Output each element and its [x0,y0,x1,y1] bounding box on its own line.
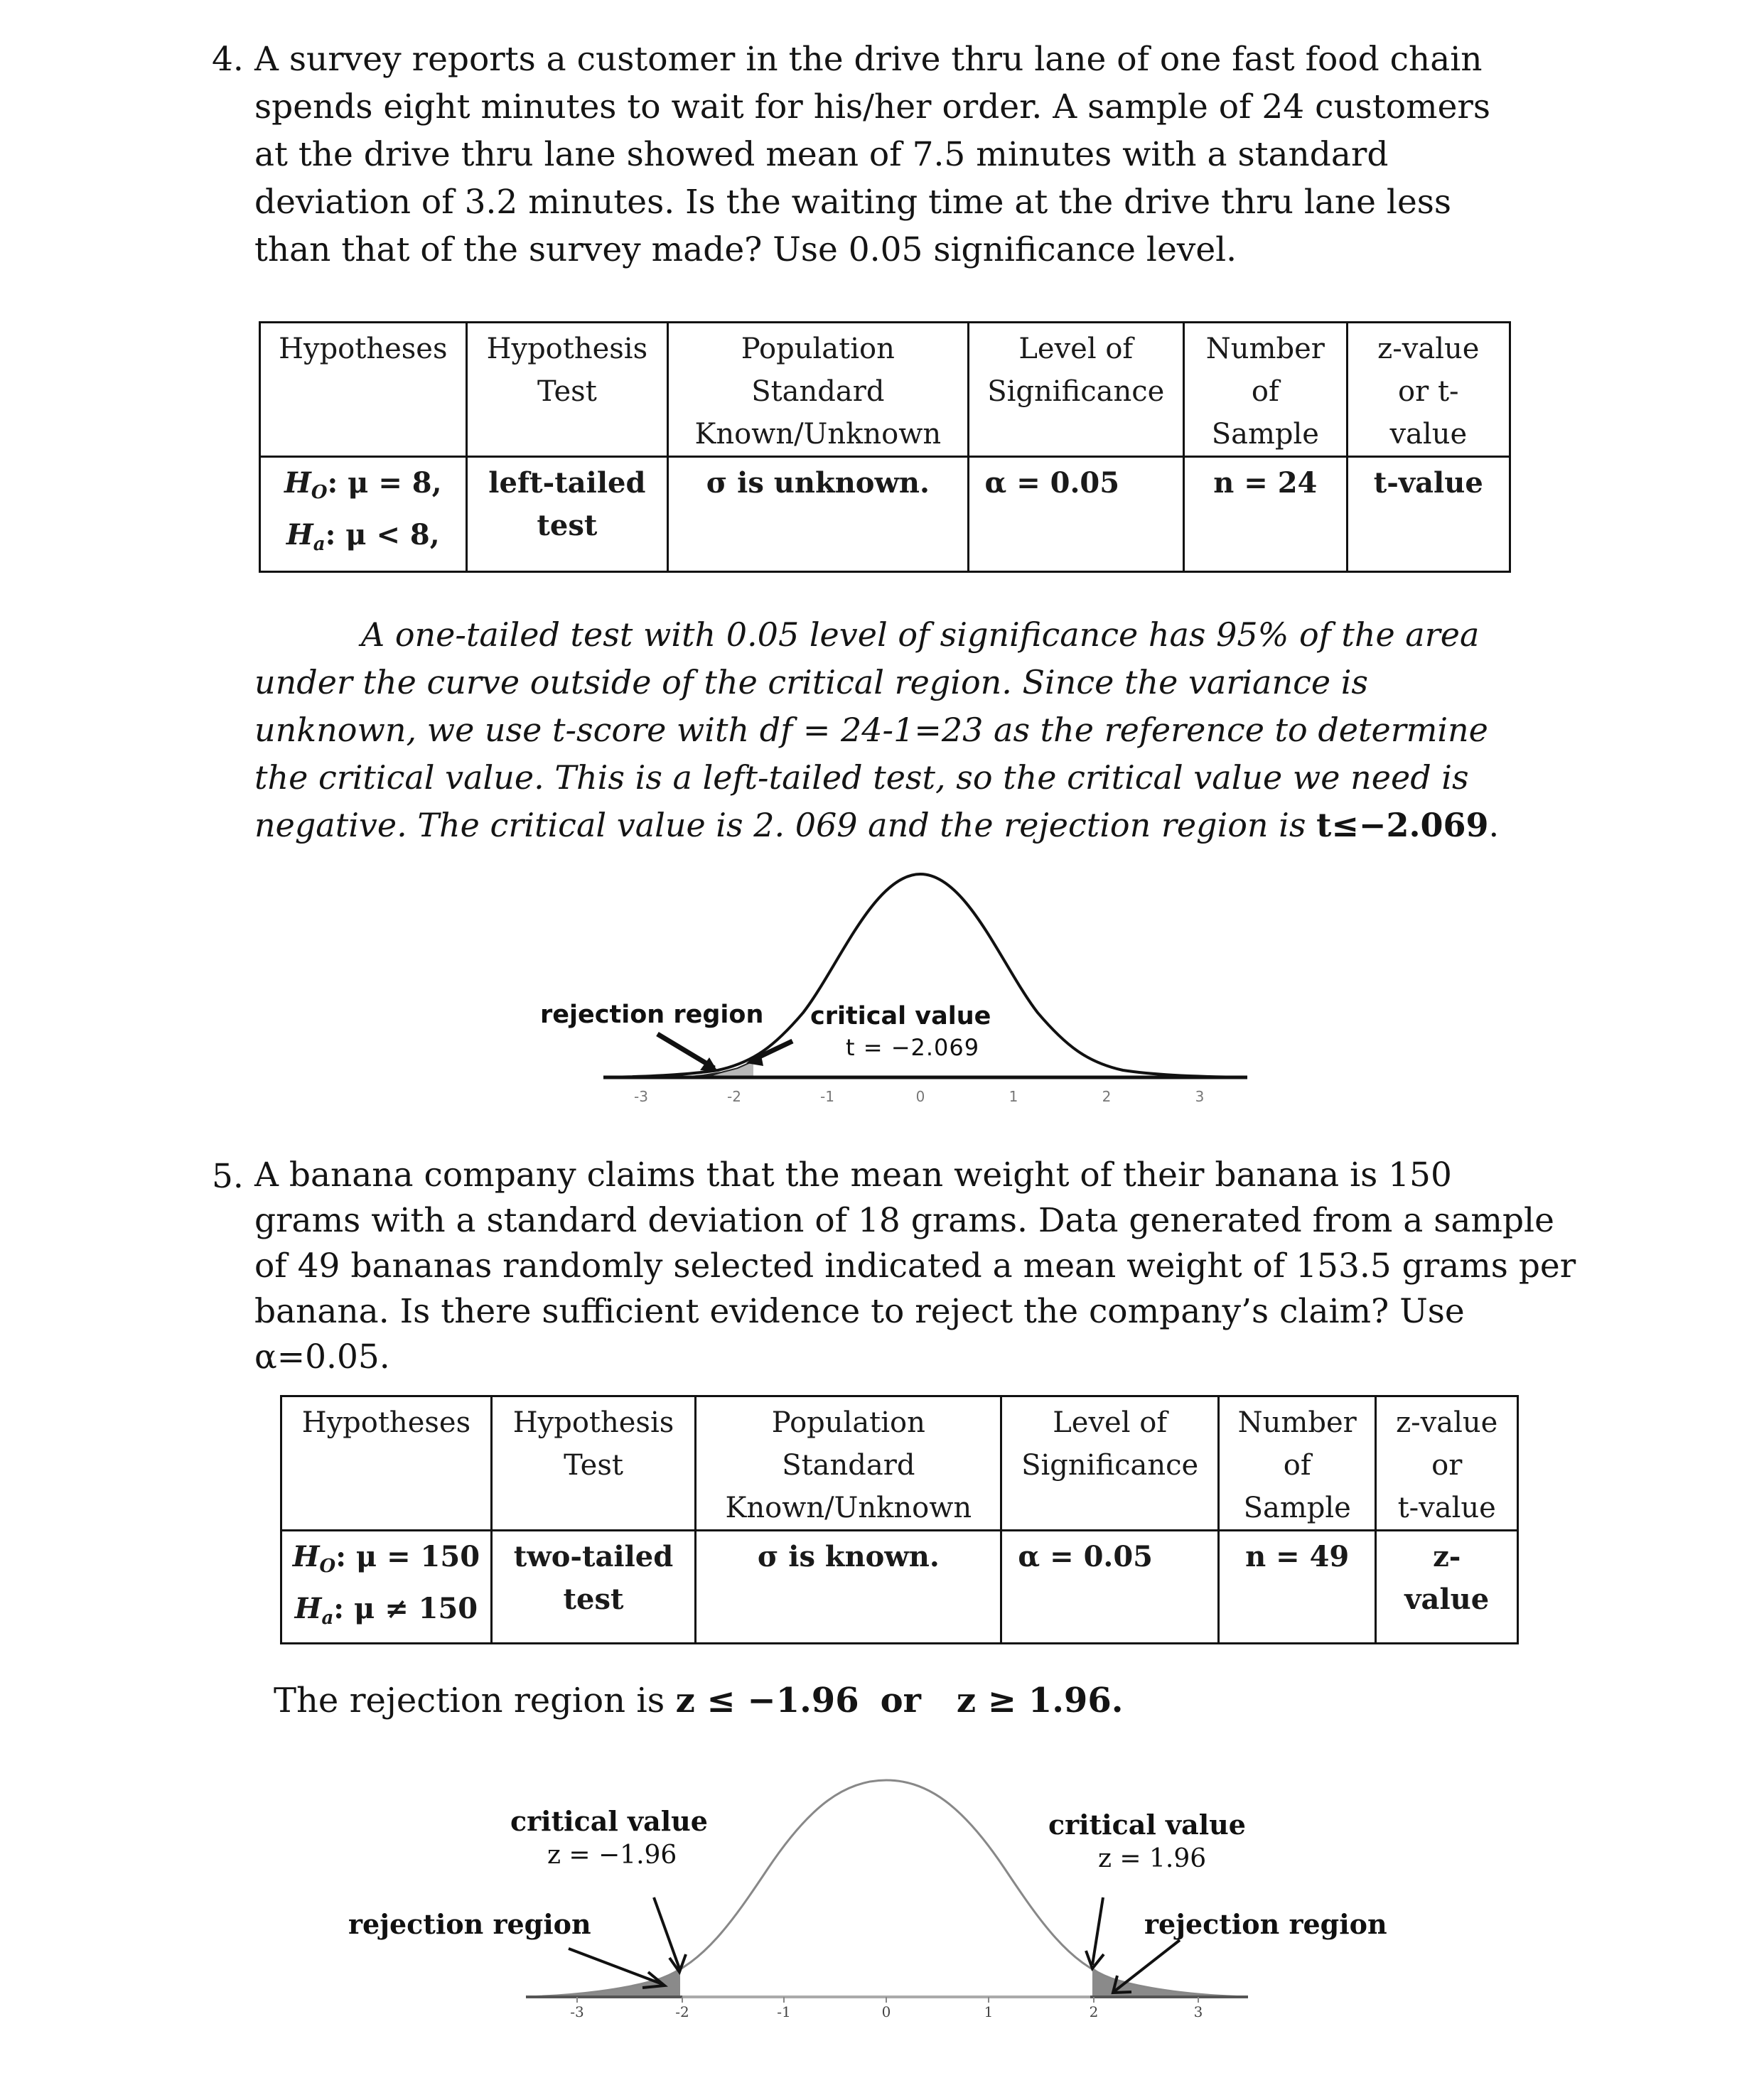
cell-text: left-tailed [488,466,646,500]
header-hypothesis-test [491,1396,695,1531]
tick-label: 1 [1009,1088,1018,1105]
header-text: Population [771,1406,925,1439]
header-text: z-value [1396,1406,1498,1439]
header-text: of [1251,375,1279,408]
problem-4-statement [254,36,1490,274]
right-rejection-bound: z ≥ 1.96. [956,1681,1124,1720]
h-subscript: O [311,481,328,503]
header-text: Test [537,375,597,408]
right-critical-value-equation: z = 1.96 [1098,1844,1207,1873]
tick-label: 3 [1195,1088,1205,1105]
tick-label: 0 [915,1088,925,1105]
cell-text: α = 0.05 [1018,1540,1153,1573]
tick-label: 2 [1102,1088,1112,1105]
problem-number: 4. [212,40,244,79]
null-hypothesis [265,462,461,514]
header-text: Number [1237,1406,1357,1439]
explanation-line: the critical value. This is a left-tailed test, so the critical value we need is [254,758,1469,797]
h-symbol: H [286,517,313,551]
cell-value-type [1376,1531,1518,1644]
cell-text: t-value [1373,466,1483,500]
statement-line: spends eight minutes to wait for his/her order. A sample of 24 customers [254,87,1490,126]
statement-line: deviation of 3.2 minutes. Is the waiting time at the drive thru lane less [254,183,1452,222]
h-symbol: H [292,1540,320,1573]
problem-number: 5. [212,1157,244,1196]
critical-value-equation: t = −2.069 [846,1034,980,1061]
header-text: Test [564,1449,623,1482]
statement-line: than that of the survey made? Use 0.05 significance level. [254,230,1237,269]
header-text: Hypothesis [512,1406,674,1439]
header-text: Sample [1243,1492,1351,1524]
header-hypothesis-test [466,323,668,457]
header-text: Known/Unknown [694,418,942,451]
statement-line: A banana company claims that the mean weight of their banana is 150 [254,1156,1452,1195]
problem-5-statement [254,1153,1576,1380]
tick-label: 3 [1193,2003,1203,2020]
h-symbol: H [284,466,311,500]
rejection-region-label: rejection region [540,1001,764,1029]
header-text: t-value [1397,1492,1496,1524]
header-text: Hypothesis [486,333,648,365]
explanation-line [254,802,1499,849]
tick-label: -2 [727,1088,741,1105]
header-text: or t- [1398,375,1459,408]
null-hypothesis [286,1536,486,1588]
statement-line: banana. Is there sufficient evidence to reject the company’s claim? Use [254,1292,1465,1331]
header-hypotheses [281,1396,492,1531]
cell-value-type [1347,457,1510,572]
normal-curve [327,1755,1436,2032]
problem-5-table [280,1395,1519,1644]
cell-test-type [466,457,668,572]
explanation-text: . [1488,806,1500,844]
cell-text: σ is known. [757,1540,940,1573]
cell-text: z- [1433,1540,1461,1573]
cell-population-sd [696,1531,1001,1644]
header-text: Hypotheses [279,333,448,365]
tick-label: -2 [675,2003,689,2020]
cell-text: test [563,1583,624,1616]
tick-label: -3 [634,1088,648,1105]
header-value-type [1376,1396,1518,1531]
right-rejection-region-label: rejection region [1144,1908,1387,1940]
h-subscript: a [313,533,326,555]
header-text: Hypotheses [301,1406,471,1439]
hypothesis-text: : μ ≠ 150 [333,1591,478,1625]
tick-label: -3 [570,2003,584,2020]
cell-hypotheses [281,1531,492,1644]
hypothesis-text: : μ < 8, [325,517,440,551]
hypothesis-text: : μ = 150 [335,1540,480,1573]
problem-5-number [212,1153,244,1200]
table-row [260,457,1510,572]
cell-text: n = 24 [1213,466,1318,500]
header-text: Standard [782,1449,915,1482]
cell-sample-size [1184,457,1348,572]
alternative-hypothesis [286,1588,486,1639]
tick-label: -1 [777,2003,791,2020]
hypothesis-text: : μ = 8, [327,466,442,500]
cell-text: value [1404,1583,1490,1616]
left-critical-value-equation: z = −1.96 [547,1841,677,1870]
rejection-region-value: t≤−2.069 [1316,806,1489,844]
header-significance [968,323,1184,457]
statement-line: α=0.05. [254,1337,390,1377]
header-value-type [1347,323,1510,457]
problem-4-number [212,36,244,83]
header-population-sd [696,1396,1001,1531]
statement-line: grams with a standard deviation of 18 grams. Data generated from a sample [254,1201,1554,1240]
header-hypotheses [260,323,467,457]
problem-4-explanation [254,611,1499,849]
cell-text: two-tailed [513,1540,674,1573]
tick-label: 1 [984,2003,994,2020]
cell-significance [1001,1531,1219,1644]
cell-text: n = 49 [1245,1540,1350,1573]
alternative-hypothesis [265,514,461,566]
header-text: Level of [1053,1406,1168,1439]
statement-line: A survey reports a customer in the drive thru lane of one fast food chain [254,40,1483,79]
z-distribution-chart [327,1755,1436,2032]
h-subscript: O [319,1555,336,1577]
cell-sample-size [1218,1531,1376,1644]
cell-significance [968,457,1184,572]
explanation-line: A one-tailed test with 0.05 level of significance has 95% of the area [361,615,1480,654]
or-word: or [880,1681,921,1720]
statement-line: of 49 bananas randomly selected indicated a mean weight of 153.5 grams per [254,1246,1576,1286]
tick-label: -1 [820,1088,834,1105]
left-rejection-region-label: rejection region [348,1908,591,1940]
header-text: Significance [987,375,1165,408]
sentence-text: The rejection region is [274,1681,676,1720]
table-header-row [260,323,1510,457]
explanation-line: under the curve outside of the critical region. Since the variance is [254,663,1369,701]
header-sample-size [1184,323,1348,457]
cell-text: test [537,509,598,542]
header-text: value [1389,418,1468,451]
header-text: Sample [1211,418,1319,451]
header-text: z-value [1377,333,1480,365]
critical-value-label: critical value [810,1002,991,1030]
statement-line: at the drive thru lane showed mean of 7.5 minutes with a standard [254,135,1389,174]
header-text: Level of [1018,333,1134,365]
t-distribution-curve [526,860,1265,1116]
rejection-region-sentence [274,1677,1123,1725]
t-distribution-chart [526,860,1265,1116]
cell-population-sd [668,457,968,572]
header-text: Number [1205,333,1325,365]
left-rejection-bound: z ≤ −1.96 [675,1681,859,1720]
table-row [281,1531,1518,1644]
table-header-row [281,1396,1518,1531]
cell-text: α = 0.05 [984,466,1120,500]
tick-label: 0 [881,2003,891,2020]
header-text: Known/Unknown [725,1492,972,1524]
h-subscript: a [321,1607,334,1629]
tick-label: 2 [1089,2003,1099,2020]
explanation-text: negative. The critical value is 2. 069 and the rejection region is [254,806,1317,844]
cell-text: σ is unknown. [706,466,930,500]
left-critical-value-label: critical value [510,1805,708,1837]
header-text: of [1283,1449,1311,1482]
cell-test-type [491,1531,695,1644]
header-sample-size [1218,1396,1376,1531]
explanation-line: unknown, we use t-score with df = 24-1=23 as the reference to determine [254,711,1488,749]
header-text: or [1431,1449,1463,1482]
header-text: Standard [751,375,885,408]
header-text: Significance [1021,1449,1199,1482]
h-symbol: H [294,1591,322,1625]
header-text: Population [741,333,895,365]
header-population-sd [668,323,968,457]
problem-4-table [259,321,1511,573]
cell-hypotheses [260,457,467,572]
right-critical-value-label: critical value [1048,1809,1246,1841]
header-significance [1001,1396,1219,1531]
